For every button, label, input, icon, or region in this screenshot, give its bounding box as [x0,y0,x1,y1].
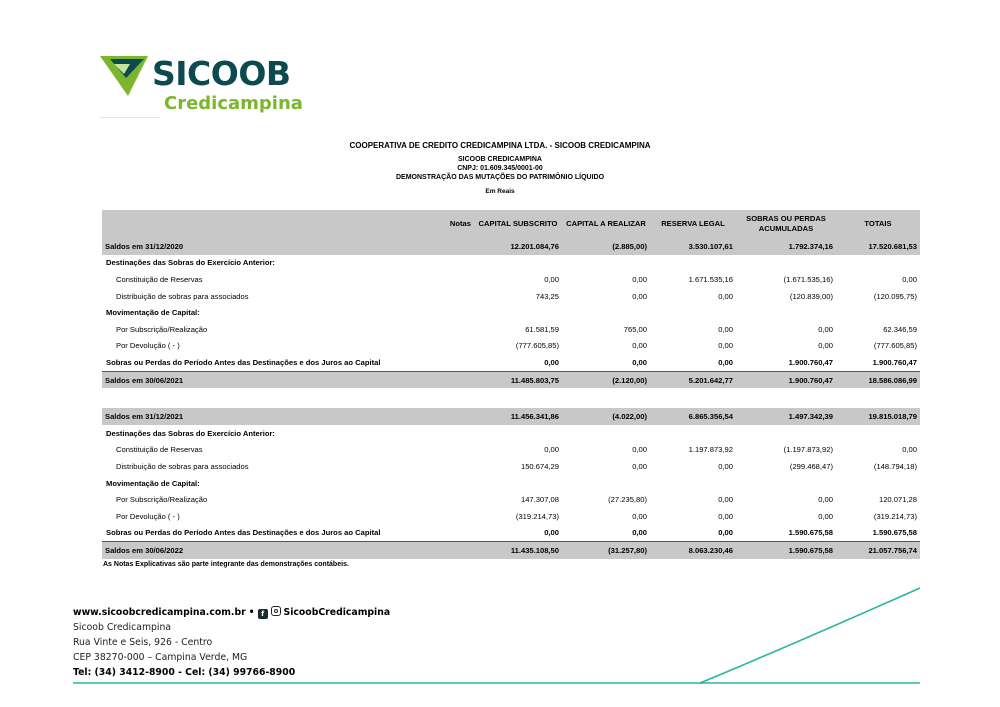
social-handle[interactable]: SicoobCredicampina [283,607,391,618]
table-cell: 12.201.084,76 [474,238,562,255]
row-label: Constituição de Reservas [116,445,203,455]
header-sobras-perdas: SOBRAS OU PERDAS ACUMULADAS [736,210,836,238]
table-cell: 1.590.675,58 [836,525,920,542]
table-cell: 1.197.873,92 [688,445,733,455]
header-reserva-legal: RESERVA LEGAL [650,210,736,238]
statement-title: DEMONSTRAÇÃO DAS MUTAÇÕES DO PATRIMÔNIO LÍQUIDO [395,174,605,181]
table-cell: 0,00 [544,445,559,455]
table-cell: 1.900.760,47 [736,371,836,388]
logo-brand-name: SICOOB [152,54,291,93]
table-cell: 1.792.374,16 [736,238,836,255]
table-cell: (319.214,73) [873,511,917,521]
table-cell: 0,00 [632,511,647,521]
table-cell: 1.671.535,16 [688,274,733,284]
row-label: Saldos em 30/06/2021 [102,371,432,388]
table-cell: 0,00 [562,354,650,371]
table-cell: (2.120,00) [562,371,650,388]
table-cell: 0,00 [474,354,562,371]
table-cell: 5.201.642,77 [650,371,736,388]
table-cell: 6.865.356,54 [650,408,736,425]
table-cell: 19.815.018,79 [836,408,920,425]
table-cell: (27.235,80) [608,495,647,505]
footer-street: Rua Vinte e Seis, 926 - Centro [73,637,213,648]
row-label: Sobras ou Perdas do Período Antes das Destinações e dos Juros ao Capital [102,525,432,542]
currency-unit: Em Reais [485,188,515,195]
table-cell: 3.530.107,61 [650,238,736,255]
header-capital-subscrito: CAPITAL SUBSCRITO [474,210,562,238]
table-cell: 0,00 [902,274,917,284]
table-cell: (1.671.535,16) [783,274,833,284]
table-cell: 147.307,08 [520,495,559,505]
table-cell: 0,00 [718,291,733,301]
table-cell: (120.839,00) [789,291,833,301]
table-cell: (120.095,75) [873,291,917,301]
row-label: Por Subscrição/Realização [116,324,208,334]
table-cell: 120.071,28 [878,495,917,505]
table-cell: 0,00 [718,341,733,351]
table-cell: 1.497.342,39 [736,408,836,425]
row-label: Por Subscrição/Realização [116,495,208,505]
table-cell: 61.581,59 [525,324,559,334]
table-cell: (4.022,00) [562,408,650,425]
table-cell: (299.468,47) [789,461,833,471]
row-label: Destinações das Sobras do Exercício Anterior: [106,258,275,268]
table-cell: 62.346,59 [883,324,917,334]
table-cell: 0,00 [632,461,647,471]
table-cell: 0,00 [818,495,833,505]
table-cell: (2.885,00) [562,238,650,255]
table-cell: 0,00 [632,274,647,284]
table-cell: 0,00 [718,511,733,521]
table-cell: 0,00 [544,274,559,284]
table-cell: 17.520.681,53 [836,238,920,255]
table-cell: 0,00 [718,324,733,334]
footer-org: Sicoob Credicampina [73,622,172,633]
table-cell: (777.605,85) [515,341,559,351]
table-cell: (777.605,85) [873,341,917,351]
header-totais: TOTAIS [836,210,920,238]
table-cell: 0,00 [650,525,736,542]
table-cell: 0,00 [902,445,917,455]
table-cell: 0,00 [562,525,650,542]
table-cell: 150.674,29 [520,461,559,471]
row-label: Constituição de Reservas [116,274,203,284]
table-cell: 11.485.803,75 [474,371,562,388]
facebook-icon[interactable]: f [258,609,268,619]
table-cell: 0,00 [818,511,833,521]
row-label: Sobras ou Perdas do Período Antes das Destinações e dos Juros ao Capital [102,354,432,371]
table-cell: 0,00 [632,291,647,301]
separator-bullet: • [248,607,255,618]
row-label: Saldos em 31/12/2021 [102,408,432,425]
row-label: Distribuição de sobras para associados [116,461,249,471]
header-notas: Notas [432,210,474,238]
table-cell: 0,00 [650,354,736,371]
row-label: Movimentação de Capital: [106,478,200,488]
row-label: Por Devolução ( - ) [116,341,180,351]
table-cell: 8.063.230,46 [650,542,736,559]
table-cell: 743,25 [535,291,559,301]
table-cell: 21.057.756,74 [836,542,920,559]
table-cell: 1.590.675,58 [736,525,836,542]
table-cell: 0,00 [718,495,733,505]
explanatory-note: As Notas Explicativas são parte integrante das demonstrações contábeis. [103,561,349,568]
table-cell: (1.197.873,92) [783,445,833,455]
table-cell: 11.456.341,86 [474,408,562,425]
table-cell: 0,00 [818,341,833,351]
table-cell: 18.586.086,99 [836,371,920,388]
table-cell: 11.435.108,50 [474,542,562,559]
footer-phones: Tel: (34) 3412-8900 - Cel: (34) 99766-8900 [73,667,296,678]
table-cell: 0,00 [718,461,733,471]
table-cell: 0,00 [818,324,833,334]
logo-subtitle: Credicampina [164,93,303,114]
row-label: Destinações das Sobras do Exercício Anterior: [106,428,275,438]
table-cell: (319.214,73) [515,511,559,521]
table-cell: 1.900.760,47 [736,354,836,371]
row-label: Saldos em 30/06/2022 [102,542,432,559]
table-cell: (31.257,80) [562,542,650,559]
row-label: Distribuição de sobras para associados [116,291,249,301]
table-cell: 0,00 [632,445,647,455]
table-cell: (148.794,18) [873,461,917,471]
row-label: Por Devolução ( - ) [116,511,180,521]
table-cell: 1.900.760,47 [836,354,920,371]
footer-cep: CEP 38270-000 – Campina Verde, MG [73,652,248,663]
table-cell: 1.590.675,58 [736,542,836,559]
cooperative-name: COOPERATIVA DE CREDITO CREDICAMPINA LTDA. - SICOOB CREDICAMPINA [349,141,651,150]
website-link[interactable]: www.sicoobcredicampina.com.br [73,607,246,618]
table-cell: 0,00 [474,525,562,542]
row-label: Movimentação de Capital: [106,308,200,318]
cnpj: CNPJ: 01.609.345/0001-00 [457,165,543,172]
table-cell: 0,00 [632,341,647,351]
institution-name: SICOOB CREDICAMPINA [457,156,542,163]
table-cell: 765,00 [623,324,647,334]
row-label: Saldos em 31/12/2020 [102,238,432,255]
header-capital-a-realizar: CAPITAL A REALIZAR [562,210,650,238]
